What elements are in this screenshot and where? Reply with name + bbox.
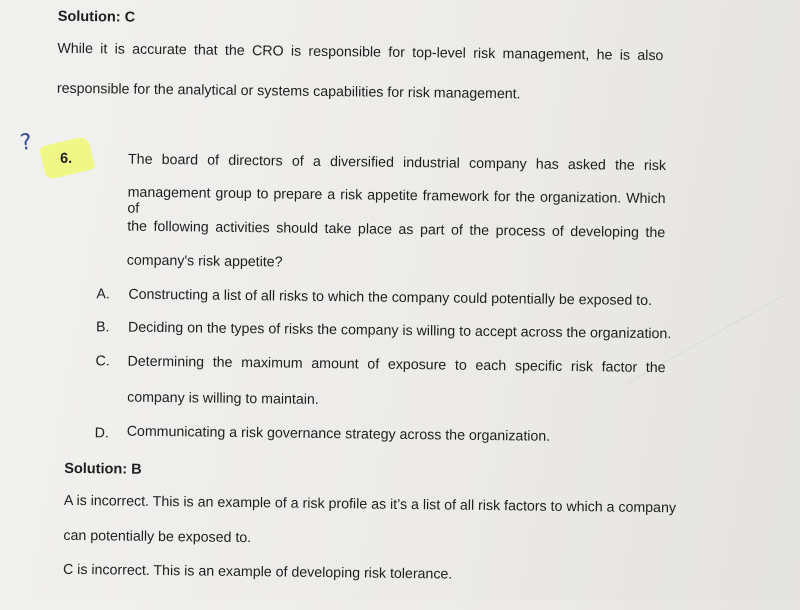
option-c-text-line-1: Determining the maximum amount of exposure to each specific risk factor the xyxy=(127,353,666,377)
solution-c-line-2: responsible for the analytical or systems capabilities for risk management. xyxy=(56,80,521,103)
question-line-3: the following activities should take place as part of the process of developing the xyxy=(127,218,666,242)
option-letter-c: C. xyxy=(95,353,110,370)
question-line-2: management group to prepare a risk appetite framework for the organization. Which of xyxy=(127,184,666,217)
solution-c-heading: Solution: C xyxy=(57,8,136,26)
option-b-text: Deciding on the types of risks the company is willing to accept across the organization. xyxy=(127,319,672,343)
option-letter-d: D. xyxy=(94,425,109,442)
question-line-1: The board of directors of a diversified industrial company has asked the risk xyxy=(127,151,667,175)
solution-b-line-1: A is incorrect. This is an example of a risk profile as it’s a list of all risk factors to which a company xyxy=(63,492,677,517)
solution-c-line-1: While it is accurate that the CRO is responsible for top-level risk management, he is also xyxy=(57,40,664,65)
question-line-4: company's risk appetite? xyxy=(126,252,283,271)
question-number: 6. xyxy=(59,150,73,167)
solution-b-heading: Solution: B xyxy=(64,460,142,478)
question-mark-annotation: ? xyxy=(18,129,34,156)
option-c-text-line-2: company is willing to maintain. xyxy=(127,389,319,408)
option-letter-b: B. xyxy=(95,319,110,336)
option-a-text: Constructing a list of all risks to which the company could potentially be exposed to. xyxy=(128,286,653,309)
solution-b-line-2: can potentially be exposed to. xyxy=(63,527,252,547)
solution-b-line-3: C is incorrect. This is an example of developing risk tolerance. xyxy=(62,561,453,583)
option-d-text: Communicating a risk governance strategy across the organization. xyxy=(126,423,551,445)
option-letter-a: A. xyxy=(96,286,110,303)
